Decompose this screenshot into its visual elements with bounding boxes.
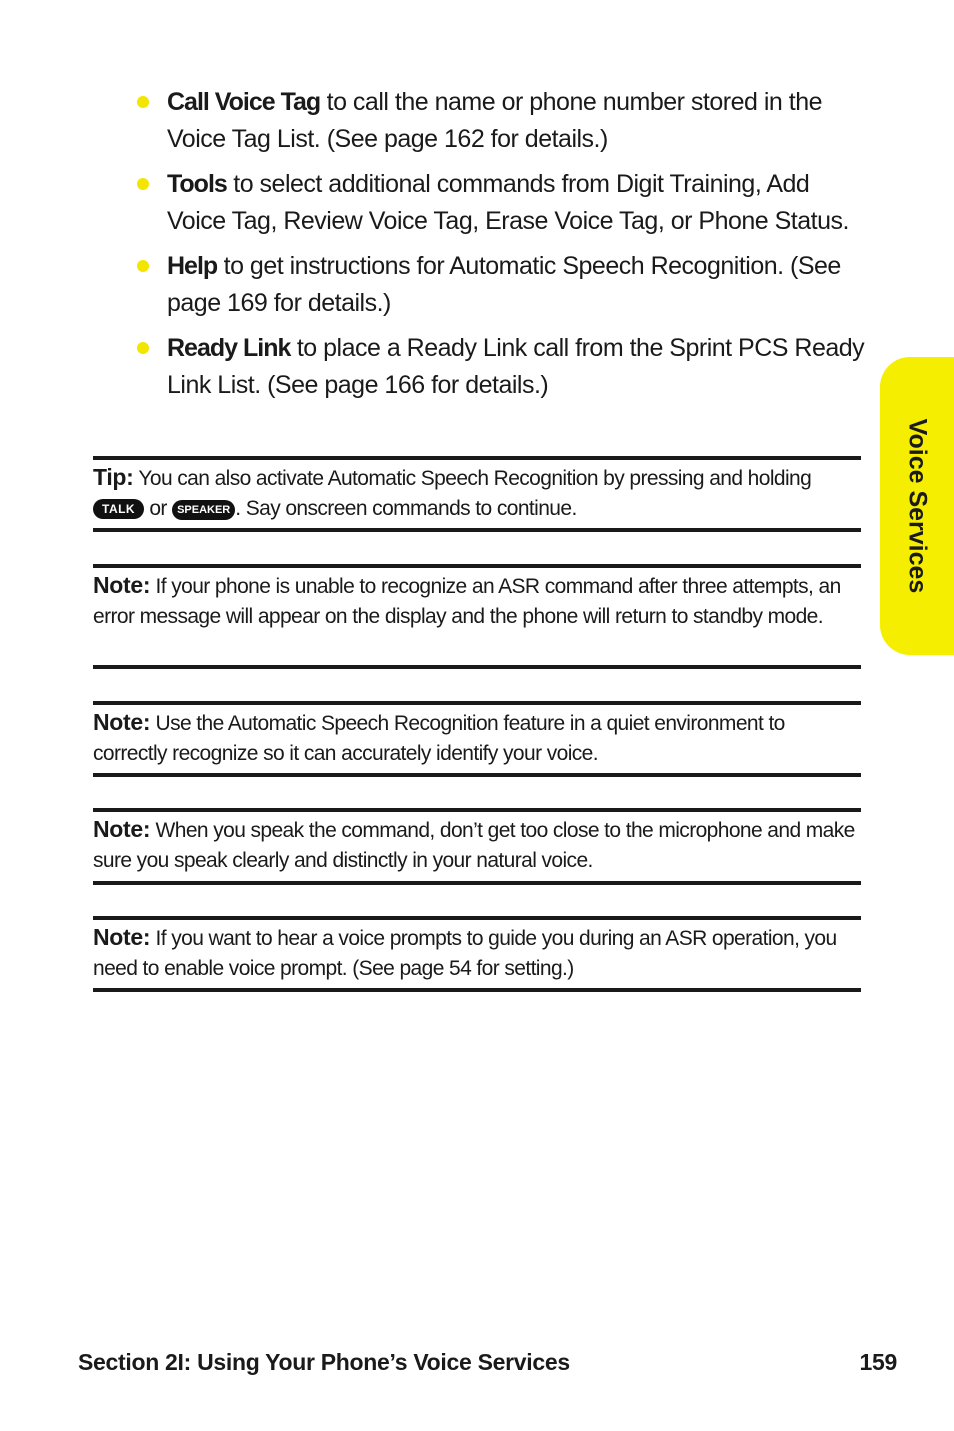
note-box [93, 808, 861, 885]
bullet-term: Call Voice Tag [167, 88, 321, 116]
bullet-text: to select additional commands from Digit Training, Add Voice Tag, Review Voice Tag, Erase Voice Tag, or Phone Status. [167, 170, 849, 235]
tip-box [93, 456, 861, 532]
note-text: If your phone is unable to recognize an ASR command after three attempts, an error message will appear on the display and the phone will return to standby mode. [93, 575, 841, 628]
note-label: Note: [93, 709, 151, 735]
section-side-tab [880, 357, 954, 655]
note-box [93, 564, 861, 669]
page-number: 159 [859, 1349, 897, 1375]
side-tab-label: Voice Services [903, 418, 932, 594]
tip-text: You can also activate Automatic Speech Recognition by pressing and holding [133, 467, 812, 490]
bullet-icon [137, 178, 149, 190]
bullet-term: Help [167, 252, 218, 280]
bullet-list [132, 84, 872, 412]
list-item [132, 84, 872, 157]
speaker-key-icon: SPEAKER [172, 500, 235, 520]
footer-section-title: Section 2I: Using Your Phone’s Voice Services [78, 1349, 570, 1375]
bullet-icon [137, 96, 149, 108]
note-box [93, 916, 861, 992]
talk-key-icon: TALK [93, 499, 144, 519]
note-text: When you speak the command, don’t get too close to the microphone and make sure you speak clearly and distinctly in your natural voice. [93, 819, 855, 872]
note-label: Note: [93, 572, 151, 598]
page-footer [78, 1349, 897, 1376]
bullet-icon [137, 342, 149, 354]
note-text: Use the Automatic Speech Recognition feature in a quiet environment to correctly recognize so it can accurately identify your voice. [93, 712, 785, 765]
bullet-term: Ready Link [167, 334, 291, 362]
note-label: Note: [93, 924, 151, 950]
tip-label: Tip: [93, 464, 134, 490]
bullet-icon [137, 260, 149, 272]
tip-text-mid: or [144, 497, 173, 520]
list-item [132, 166, 872, 239]
bullet-text: to get instructions for Automatic Speech Recognition. (See page 169 for details.) [167, 252, 841, 317]
bullet-text: to call the name or phone number stored in the Voice Tag List. (See page 162 for details.) [167, 88, 823, 153]
list-item [132, 330, 872, 403]
list-item [132, 248, 872, 321]
bullet-term: Tools [167, 170, 227, 198]
note-text: If you want to hear a voice prompts to guide you during an ASR operation, you need to enable voice prompt. (See page 54 for setting.) [93, 927, 837, 980]
note-box [93, 701, 861, 777]
note-label: Note: [93, 816, 151, 842]
bullet-text: to place a Ready Link call from the Sprint PCS Ready Link List. (See page 166 for details.) [167, 334, 865, 399]
tip-text-end: . Say onscreen commands to continue. [235, 497, 577, 520]
